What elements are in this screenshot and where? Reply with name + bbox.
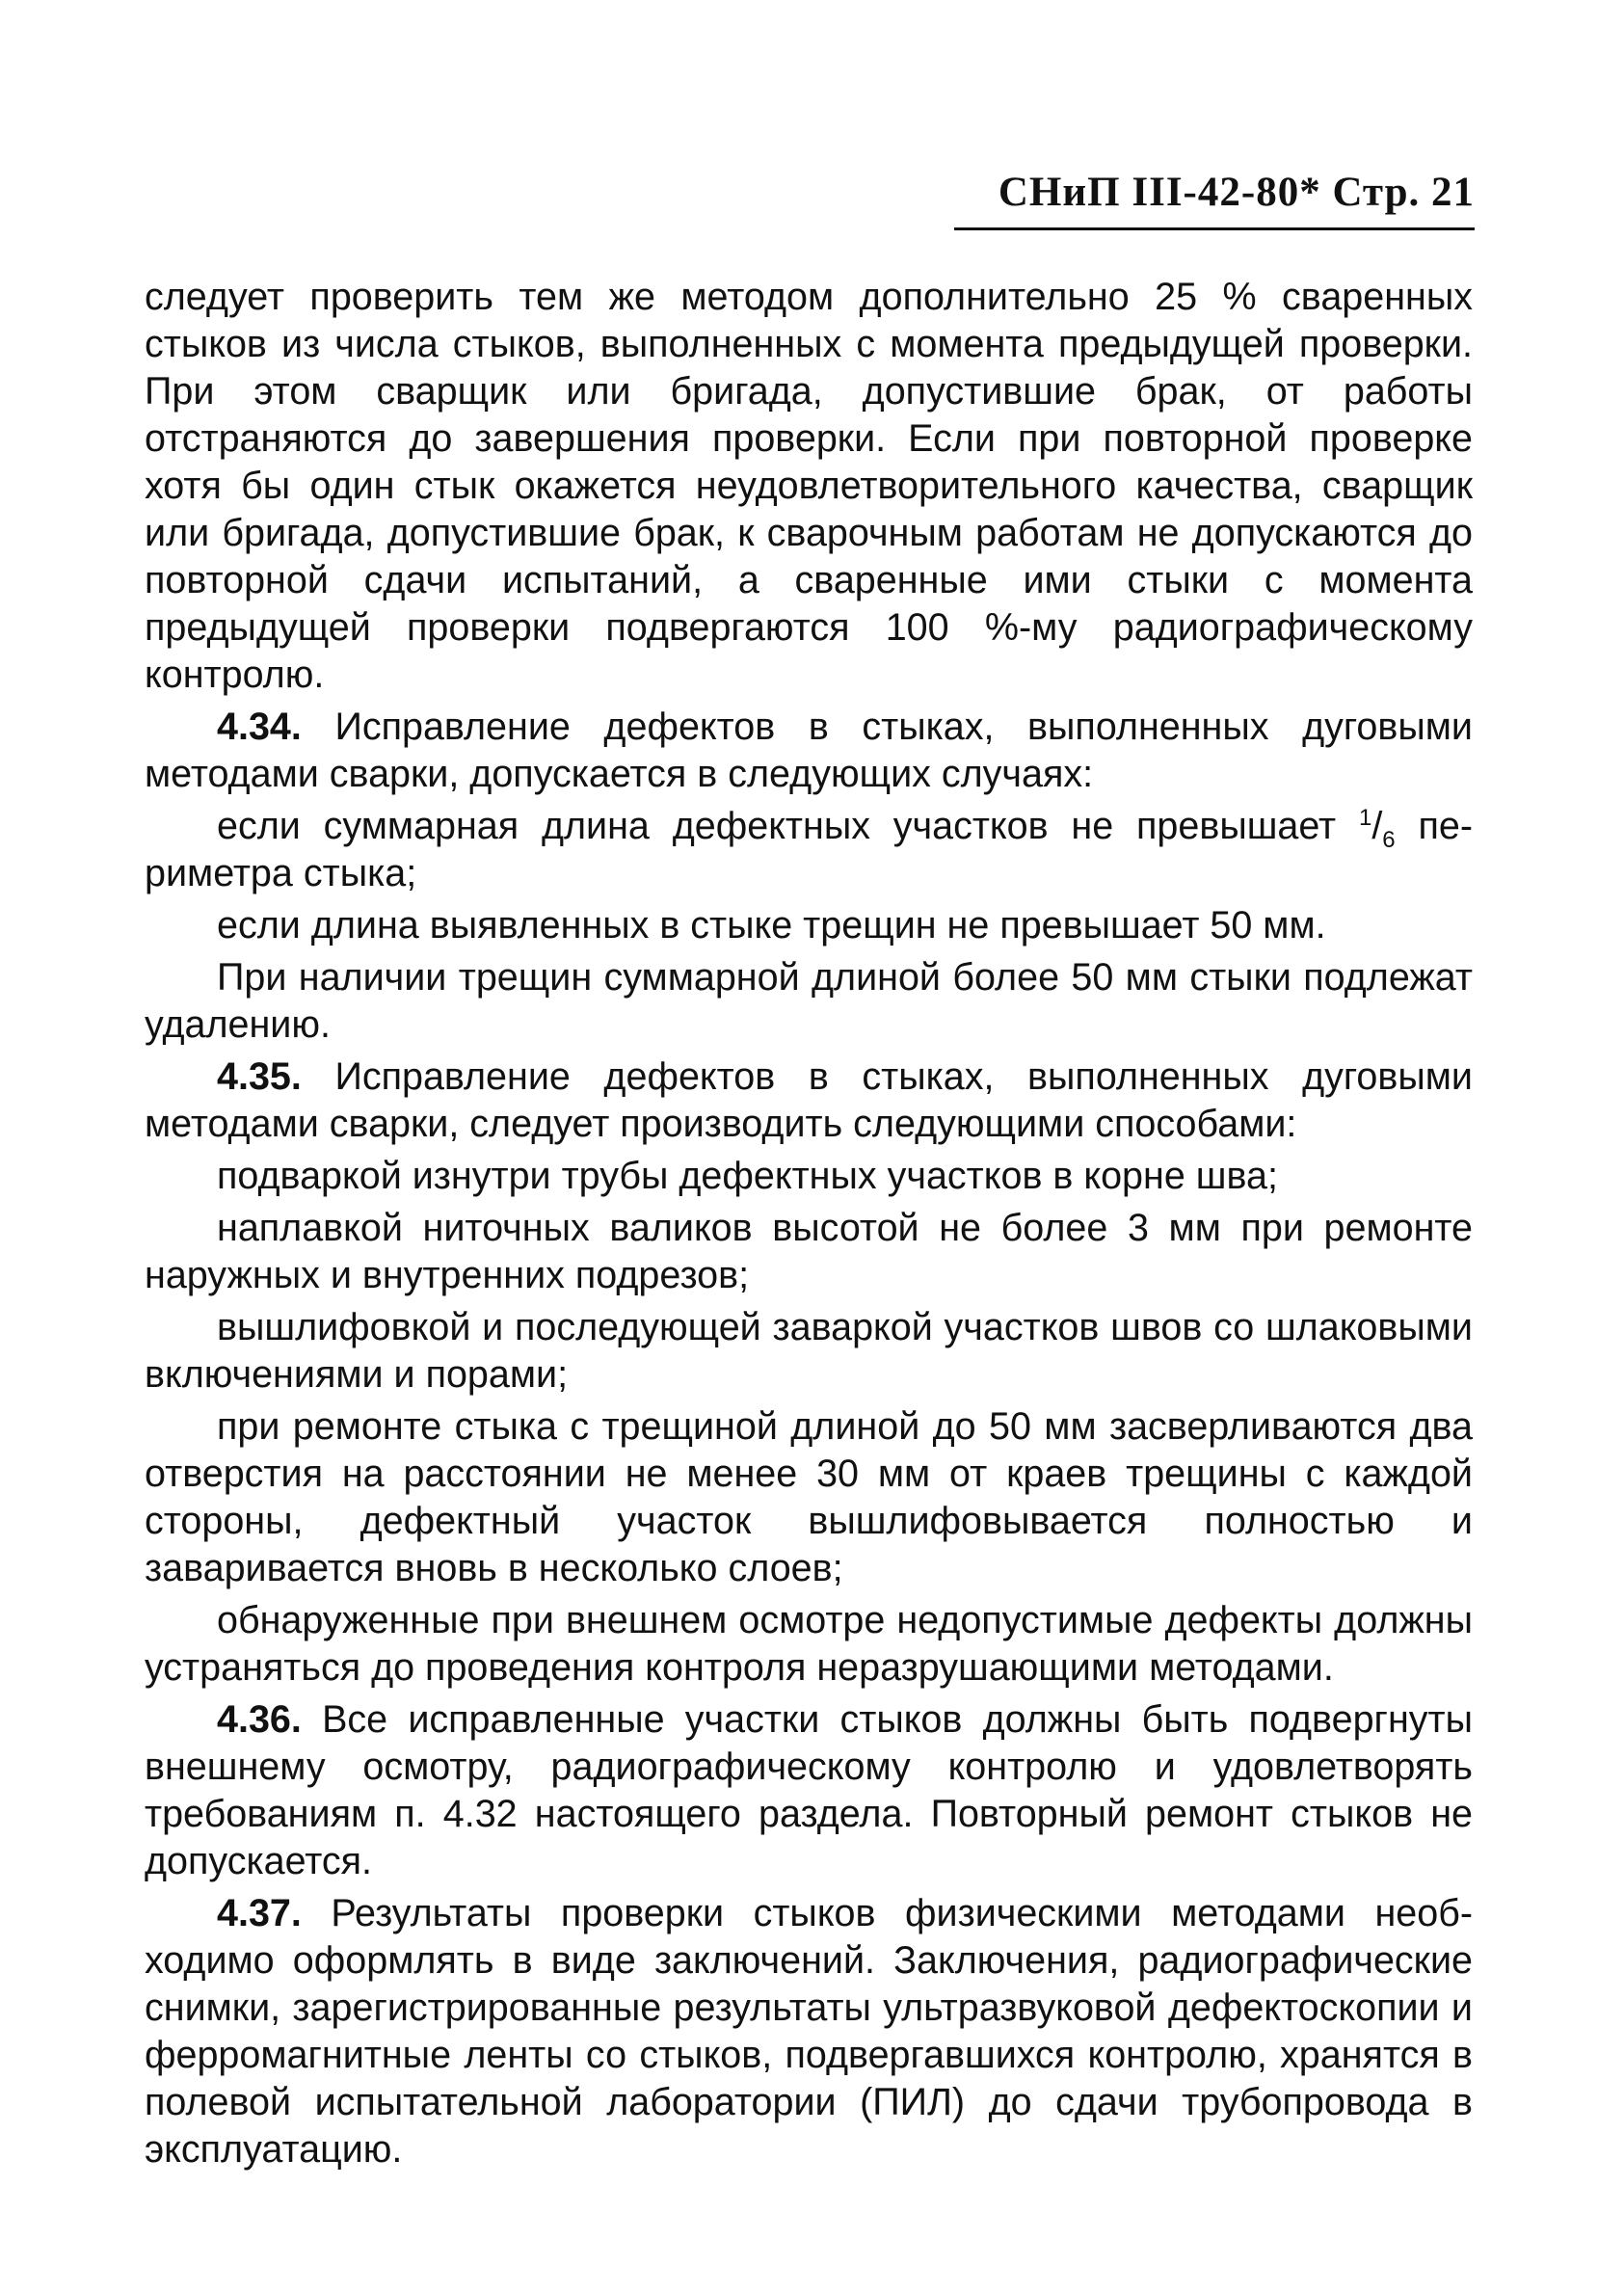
clause-number: 4.37. [217,1892,302,1934]
header-rule [954,227,1475,230]
list-item: если суммарная длина дефектных участков не превышает $^1/_6$ периметра стыка; [145,804,1473,894]
list-item: вышлифовкой и последующей заваркой участков швов со шлаковыми включениями и порами; [145,1306,1473,1396]
list-item: если длина выявленных в стыке трещин не превышает 50 мм. [217,904,1326,947]
clause-number: 4.35. [217,1055,302,1098]
list-item: подваркой изнутри трубы дефектных участков в корне шва; [217,1155,1278,1197]
fraction-separator: / [1371,805,1383,847]
clause-number: 4.36. [217,1698,302,1741]
list-item: обнаруженные при внешнем осмотре недопустимые дефекты должны устраняться до проведения контроля неразрушающими методами. [145,1599,1473,1689]
clause-4-37: 4.37. Результаты проверки стыков физическими методами необходимо оформлять в виде заключений. Заключения, радиографические снимки, зарегистрированные результаты ультразвуковой дефектоскопии и ферромагнитные ленты со стыков, подвергавшихся контролю, хранятся в полевой испытательной лаборатории (ПИЛ) до сдачи трубопровода в эксплуатацию. [145,1892,1473,2171]
clause-4-35: 4.35. Исправление дефектов в стыках, выполненных дуговыми методами сварки, следует производить следующими способами: [145,1055,1473,1145]
fraction-denominator: 6 [1382,826,1396,853]
fraction-numerator: 1 [1358,804,1372,831]
paragraph: При наличии трещин суммарной длиной более 50 мм стыки подлежат удалению. [145,956,1473,1046]
document-body [145,274,1473,2173]
clause-4-34: 4.34. Исправление дефектов в стыках, выполненных дуговыми методами сварки, допускается в следующих случаях: [145,706,1473,795]
list-item: при ремонте стыка с трещиной длиной до 50 мм засверливаются два отверстия на расстоянии не менее 30 мм от краев трещины с каждой стороны, дефектный участок вышлифовывается полностью и заваривается вновь в несколько слоев; [145,1405,1473,1589]
list-item: наплавкой ниточных валиков высотой не более 3 мм при ремонте наружных и внутренних подрезов; [145,1207,1473,1296]
page-header: СНиП III-42-80* Стр. 21 [998,170,1475,215]
paragraph-continuation: следует проверить тем же методом дополнительно 25 % сваренных стыков из числа стыков, выполненных с момента предыдущей проверки. При этом сварщик или бригада, допустившие брак, от работы отстраняются до завершения проверки. Если при повторной проверке хотя бы один стык окажется неудовлетворительного качества, сварщик или бригада, допустившие брак, к сварочным работам не допускаются до повторной сдачи испытаний, а сваренные ими стыки с момента предыдущей проверки подвергаются 100 %-му радиографическому контролю. [145,276,1473,696]
clause-number: 4.34. [217,706,302,748]
clause-4-36: 4.36. Все исправленные участки стыков должны быть подвергнуты внешнему осмотру, радиографическому контролю и удовлетворять требованиям п. 4.32 настоящего раздела. Повторный ремонт стыков не допускается. [145,1698,1473,1882]
